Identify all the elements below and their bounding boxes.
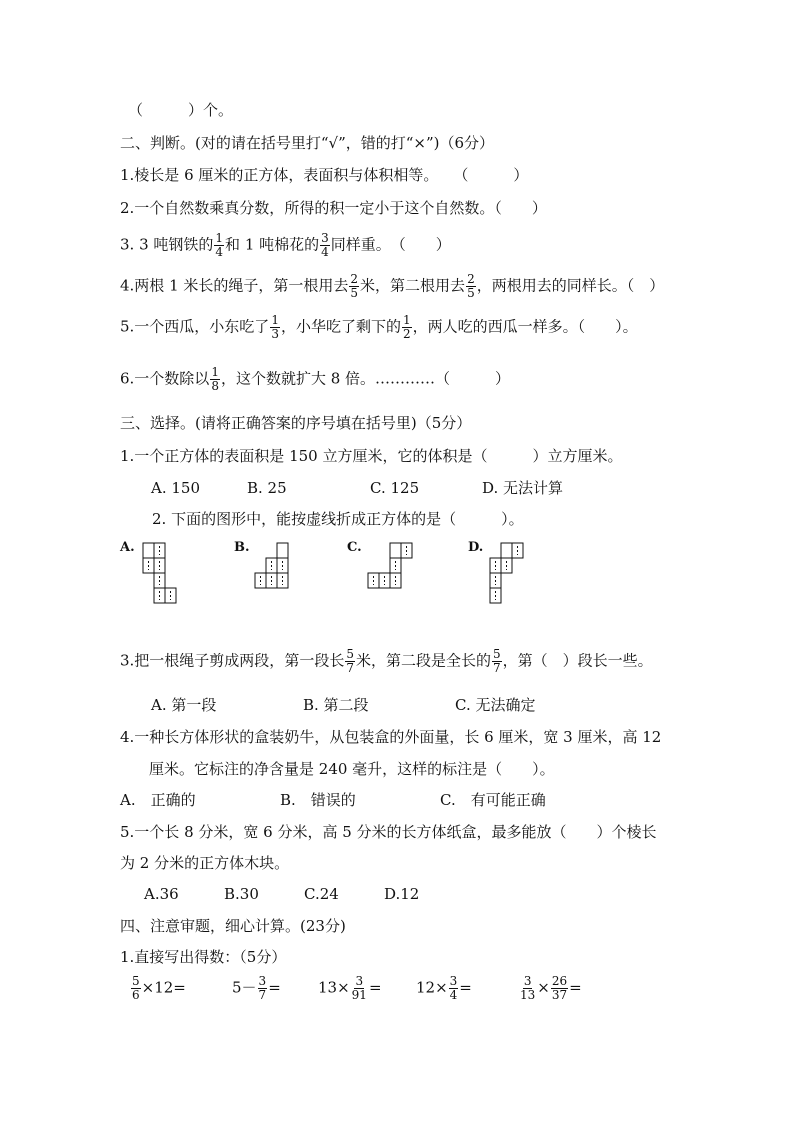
choice-q4-line2: 厘米。它标注的净含量是 240 毫升，这样的标注是（ ）。 [149, 760, 555, 778]
choice-q3-opt-b: B. 第二段 [303, 696, 369, 714]
judge-q5 [120, 314, 638, 341]
fraction: $\frac{3}{7}$ [258, 974, 267, 1002]
choice-q3-text-b: 米，第二段是全长的 [355, 651, 491, 670]
choice-q5-opt-a: A.36 [144, 885, 179, 903]
fraction: $\frac{2}{5}$ [350, 272, 359, 300]
fraction: $\frac{2}{5}$ [467, 272, 475, 300]
fraction: $\frac{1}{4}$ [215, 231, 224, 259]
judge-q5-text-b: ，小华吃了剩下的 [280, 317, 401, 336]
choice-q1-opt-c: C. 125 [370, 479, 420, 497]
judge-q5-text-a: 5.一个西瓜，小东吃了 [120, 317, 270, 336]
choice-q4-opt-a: A. 正确的 [120, 791, 196, 809]
choice-q3 [120, 648, 653, 675]
judge-q4-text-b: 米，第二根用去 [360, 276, 466, 295]
choice-q2: 2. 下面的图形中，能按虚线折成正方体的是（ ）。 [152, 510, 524, 528]
calc-expr-2-rest: = [268, 978, 281, 997]
calc-expr-5-rest: = [569, 978, 582, 997]
fraction: $\frac{3}{91}$ [351, 974, 367, 1002]
choice-q5-opt-d: D.12 [384, 885, 420, 903]
net-figure-b [253, 541, 293, 591]
fraction: $\frac{5}{7}$ [346, 647, 354, 675]
judge-q6-text-b: ，这个数就扩大 8 倍。…………（ ） [220, 369, 511, 388]
calc-expr-2-pre: 5－ [232, 978, 257, 997]
choice-q3-text-a: 3.把一根绳子剪成两段，第一段长 [120, 651, 345, 670]
choice-q1-opt-a: A. 150 [151, 479, 200, 497]
calc-expr-5-mid: × [537, 978, 550, 997]
calc-expr-4 [416, 975, 472, 1002]
fraction: $\frac{5}{6}$ [132, 974, 140, 1002]
calc-q1: 1.直接写出得数：（5分） [120, 948, 287, 966]
judge-q6-text-a: 6.一个数除以 [120, 369, 210, 388]
fraction: $\frac{1}{2}$ [402, 313, 411, 341]
fraction: $\frac{3}{4}$ [321, 231, 329, 259]
choice-q3-text-c: ，第（ ）段长一些。 [502, 651, 653, 670]
calc-expr-3-pre: 13× [318, 978, 350, 997]
judge-q1: 1.棱长是 6 厘米的正方体，表面积与体积相等。 （ ） [120, 166, 529, 184]
net-figure-c [366, 541, 414, 591]
choice-q3-opt-a: A. 第一段 [151, 696, 217, 714]
choice-q5-line1: 5.一个长 8 分米，宽 6 分米，高 5 分米的长方体纸盒，最多能放（ ）个棱长 [120, 823, 657, 841]
fraction: $\frac{26}{37}$ [551, 974, 568, 1002]
judge-q4-text-c: ，两根用去的同样长。（ ） [476, 276, 665, 295]
choice-q5-line2: 为 2 分米的正方体木块。 [120, 854, 290, 872]
calc-expr-3-rest: = [368, 978, 382, 997]
fraction: $\frac{1}{8}$ [211, 365, 219, 393]
judge-q3-text-a: 3. 3 吨钢铁的 [120, 235, 214, 254]
figure-label-b: B. [234, 540, 250, 555]
net-figure-d [488, 541, 528, 605]
choice-q5-opt-b: B.30 [224, 885, 259, 903]
judge-q3-text-b: 和 1 吨棉花的 [225, 235, 320, 254]
section-judge-title: 二、判断。(对的请在括号里打“√”，错的打“×”)（6分） [120, 134, 495, 152]
fraction: $\frac{5}{7}$ [492, 647, 501, 675]
net-figure-a [141, 541, 181, 605]
choice-q3-opt-c: C. 无法确定 [455, 696, 536, 714]
judge-q5-text-c: ，两人吃的西瓜一样多。（ ）。 [412, 317, 638, 336]
top-line: （ ）个。 [128, 101, 234, 119]
calc-expr-4-pre: 12× [416, 978, 448, 997]
judge-q3 [120, 232, 451, 259]
choice-q4-opt-b: B. 错误的 [280, 791, 356, 809]
figure-label-a: A. [120, 540, 135, 555]
judge-q4-text-a: 4.两根 1 米长的绳子，第一根用去 [120, 276, 349, 295]
judge-q4 [120, 273, 664, 300]
choice-q1-opt-d: D. 无法计算 [482, 479, 564, 497]
choice-q4-line1: 4.一种长方体形状的盒装奶牛，从包装盒的外面量，长 6 厘米，宽 3 厘米，高 12 [120, 728, 662, 746]
section-calc-title: 四、注意审题，细心计算。(23分) [120, 917, 346, 935]
figure-label-c: C. [347, 540, 362, 555]
calc-expr-3 [318, 975, 382, 1002]
choice-q4-opt-c: C. 有可能正确 [440, 791, 546, 809]
choice-q1: 1.一个正方体的表面积是 150 立方厘米，它的体积是（ ）立方厘米。 [120, 447, 623, 465]
calc-expr-4-rest: = [459, 978, 472, 997]
calc-expr-1 [130, 975, 186, 1002]
section-choice-title: 三、选择。(请将正确答案的序号填在括号里)（5分） [120, 414, 472, 432]
choice-q5-opt-c: C.24 [304, 885, 339, 903]
calc-expr-2 [232, 975, 281, 1002]
judge-q2: 2.一个自然数乘真分数，所得的积一定小于这个自然数。（ ） [120, 199, 547, 217]
calc-expr-1-rest: ×12= [141, 978, 186, 997]
figure-label-d: D. [468, 540, 484, 555]
choice-q1-opt-b: B. 25 [247, 479, 287, 497]
judge-q3-text-c: 同样重。 （ ） [330, 235, 451, 254]
fraction: $\frac{3}{13}$ [520, 974, 536, 1002]
fraction: $\frac{3}{4}$ [449, 974, 458, 1002]
calc-expr-5 [518, 975, 582, 1002]
judge-q6 [120, 366, 510, 393]
fraction: $\frac{1}{3}$ [271, 313, 279, 341]
